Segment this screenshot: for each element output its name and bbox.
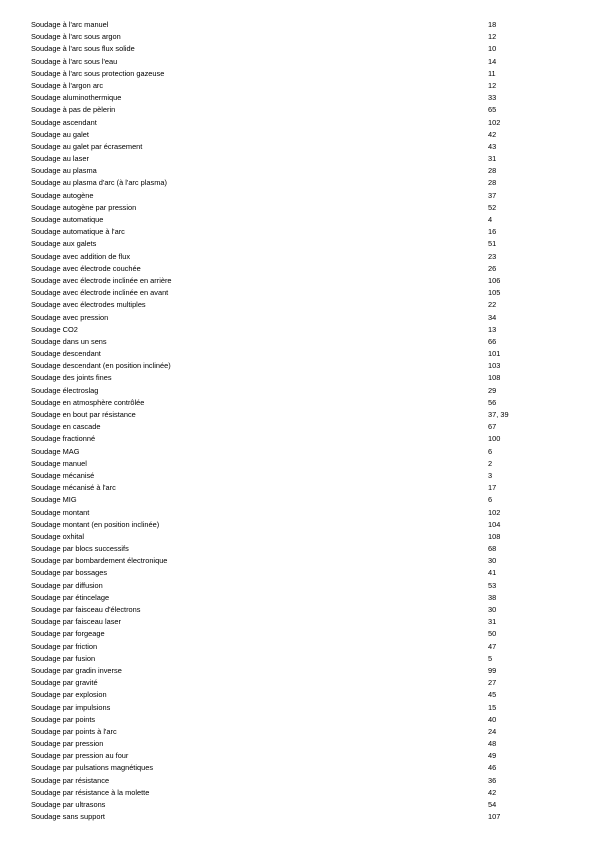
index-entry — [31, 470, 511, 482]
index-page-ref: 42 — [488, 129, 497, 139]
index-page-ref: 23 — [488, 251, 497, 261]
index-page-ref: 54 — [488, 800, 497, 809]
index-page-ref: 49 — [488, 751, 497, 761]
index-term: Soudage par diffusion — [31, 580, 103, 590]
index-entry — [31, 677, 511, 689]
index-page-ref: 50 — [488, 629, 497, 639]
index-entry — [31, 56, 511, 68]
index-page-ref: 103 — [488, 361, 501, 371]
index-page-ref: 12 — [488, 80, 497, 90]
index-page-ref: 102 — [488, 507, 501, 517]
index-entry — [31, 689, 511, 701]
index-entry — [31, 92, 511, 104]
index-term: Soudage en bout par résistance — [31, 410, 136, 419]
index-entry — [31, 43, 511, 55]
index-term: Soudage mécanisé — [31, 470, 95, 480]
index-entry — [31, 397, 511, 409]
index-term: Soudage aux galets — [31, 239, 97, 249]
index-term: Soudage à l'arc sous protection gazeuse — [31, 68, 165, 78]
index-term: Soudage des joints fines — [31, 373, 112, 383]
index-entry — [31, 214, 511, 226]
index-page-ref: 30 — [488, 556, 497, 566]
index-entry — [31, 19, 511, 31]
index-entry — [31, 129, 511, 141]
index-entry — [31, 104, 511, 116]
index-page-ref: 40 — [488, 714, 497, 724]
index-term: Soudage MIG — [31, 495, 77, 505]
index-term: Soudage avec pression — [31, 312, 109, 322]
index-entry — [31, 653, 511, 665]
index-term: Soudage par étincelage — [31, 592, 110, 602]
index-entry — [31, 811, 511, 823]
index-entry — [31, 190, 511, 202]
index-page-ref: 52 — [488, 202, 497, 212]
index-page-ref: 68 — [488, 544, 497, 554]
index-entry — [31, 177, 511, 189]
index-term: Soudage par blocs successifs — [31, 544, 129, 554]
index-page-ref: 27 — [488, 678, 497, 688]
index-page-ref: 22 — [488, 300, 497, 310]
index-page-ref: 28 — [488, 166, 497, 176]
index-page-ref: 5 — [488, 653, 493, 663]
index-entry — [31, 714, 511, 726]
index-term: Soudage par ultrasons — [31, 800, 106, 809]
index-term: Soudage par faisceau d'électrons — [31, 605, 141, 614]
index-term: Soudage par gradin inverse — [31, 665, 122, 675]
index-page-ref: 10 — [488, 44, 497, 54]
index-entry — [31, 555, 511, 567]
index-entry — [31, 507, 511, 519]
index-entry — [31, 628, 511, 640]
index-page-ref: 45 — [488, 690, 497, 700]
index-entry — [31, 775, 511, 787]
index-term: Soudage électroslag — [31, 385, 99, 395]
index-term: Soudage avec addition de flux — [31, 251, 131, 261]
index-page-ref: 102 — [488, 117, 501, 127]
index-entry — [31, 360, 511, 372]
index-term: Soudage à l'argon arc — [31, 80, 104, 90]
index-page-ref: 36 — [488, 775, 497, 785]
index-page-ref: 104 — [488, 519, 501, 529]
index-entry — [31, 312, 511, 324]
index-page-ref: 30 — [488, 605, 497, 614]
index-entry — [31, 762, 511, 774]
index-term: Soudage autogène par pression — [31, 202, 137, 212]
index-entry — [31, 263, 511, 275]
index-entry — [31, 409, 511, 421]
index-page-ref: 17 — [488, 483, 497, 493]
index-page-ref: 11 — [488, 68, 496, 78]
index-entry — [31, 458, 511, 470]
index-term: Soudage MAG — [31, 446, 80, 456]
index-term: Soudage automatique — [31, 215, 104, 224]
index-page-ref: 28 — [488, 178, 497, 188]
index-term: Soudage dans un sens — [31, 336, 107, 346]
index-page-ref: 34 — [488, 312, 497, 322]
index-page-ref: 48 — [488, 739, 497, 749]
index-entry — [31, 616, 511, 628]
index-entry — [31, 68, 511, 80]
index-term: Soudage aluminothermique — [31, 93, 122, 103]
index-page-ref: 108 — [488, 531, 501, 541]
index-term: Soudage fractionné — [31, 434, 96, 444]
index-term: Soudage par résistance à la molette — [31, 787, 150, 797]
index-entry — [31, 592, 511, 604]
index-term: Soudage au galet — [31, 129, 89, 139]
index-term: Soudage par bossages — [31, 568, 108, 578]
index-entry — [31, 580, 511, 592]
index-term: Soudage par faisceau laser — [31, 617, 121, 627]
index-entry — [31, 348, 511, 360]
index-page-ref: 24 — [488, 726, 497, 736]
index-term: Soudage montant (en position inclinée) — [31, 519, 160, 529]
index-entry — [31, 531, 511, 543]
index-page-ref: 13 — [488, 324, 497, 334]
index-term: Soudage par gravité — [31, 678, 98, 688]
index-entry — [31, 226, 511, 238]
index-page-ref: 2 — [488, 458, 493, 468]
index-page-ref: 65 — [488, 105, 497, 115]
index-page-ref: 66 — [488, 336, 497, 346]
index-term: Soudage sans support — [31, 812, 105, 822]
index-entry — [31, 799, 511, 811]
index-page-ref: 46 — [488, 763, 497, 773]
index-page-ref: 107 — [488, 812, 501, 822]
index-page-ref: 43 — [488, 141, 497, 151]
index-term: Soudage automatique à l'arc — [31, 227, 125, 237]
index-term: Soudage avec électrode inclinée en avant — [31, 288, 169, 298]
index-page-ref: 38 — [488, 592, 497, 602]
index-term: Soudage au plasma — [31, 166, 97, 176]
index-page-ref: 47 — [488, 641, 497, 651]
index-entry — [31, 750, 511, 762]
index-term: Soudage en cascade — [31, 422, 101, 432]
index-term: Soudage par forgeage — [31, 629, 105, 639]
index-term: Soudage au laser — [31, 154, 89, 164]
index-entry — [31, 567, 511, 579]
index-entry — [31, 299, 511, 311]
index-entry — [31, 275, 511, 287]
index-entry — [31, 543, 511, 555]
index-entry — [31, 287, 511, 299]
index-page-ref: 37 — [488, 190, 497, 200]
index-entry — [31, 251, 511, 263]
index-entry — [31, 604, 511, 616]
index-entry — [31, 385, 511, 397]
index-entry — [31, 494, 511, 506]
index-page-ref: 31 — [488, 154, 497, 164]
index-entry — [31, 141, 511, 153]
index-term: Soudage par pression — [31, 739, 104, 749]
index-term: Soudage en atmosphère contrôlée — [31, 397, 145, 407]
index-term: Soudage autogène — [31, 190, 94, 200]
index-term: Soudage à l'arc sous flux solide — [31, 44, 135, 54]
index-entry — [31, 324, 511, 336]
index-term: Soudage avec électrode inclinée en arrière — [31, 275, 172, 285]
index-term: Soudage à l'arc sous l'eau — [31, 56, 118, 66]
index-term: Soudage par bombardement électronique — [31, 556, 168, 566]
index-page-ref: 101 — [488, 349, 501, 359]
index-term: Soudage à pas de pèlerin — [31, 105, 116, 115]
index-entry — [31, 117, 511, 129]
index-page-ref: 42 — [488, 787, 497, 797]
index-entry — [31, 726, 511, 738]
index-entry — [31, 238, 511, 250]
index-entry — [31, 372, 511, 384]
index-page-ref: 4 — [488, 215, 493, 224]
index-page-ref: 6 — [488, 495, 493, 505]
index-entry — [31, 336, 511, 348]
index-term: Soudage ascendant — [31, 117, 97, 127]
index-term: Soudage descendant — [31, 349, 101, 359]
index-page-ref: 15 — [488, 702, 497, 712]
index-entry — [31, 433, 511, 445]
index-term: Soudage par fusion — [31, 653, 96, 663]
index-entry — [31, 80, 511, 92]
index-term: Soudage à l'arc sous argon — [31, 32, 121, 42]
index-page-ref: 29 — [488, 385, 497, 395]
index-entry — [31, 421, 511, 433]
index-term: Soudage par impulsions — [31, 702, 111, 712]
index-term: Soudage mécanisé à l'arc — [31, 483, 116, 493]
index-entry — [31, 153, 511, 165]
index-entry — [31, 202, 511, 214]
index-term: Soudage descendant (en position inclinée) — [31, 361, 171, 371]
index-term: Soudage par résistance — [31, 775, 110, 785]
index-term: Soudage par points à l'arc — [31, 726, 117, 736]
index-term: Soudage CO2 — [31, 324, 78, 334]
index-term: Soudage au plasma d'arc (à l'arc plasma) — [31, 178, 167, 188]
index-term: Soudage avec électrode couchée — [31, 263, 141, 273]
index-page-ref: 3 — [488, 470, 493, 480]
index-page-ref: 31 — [488, 617, 497, 627]
index-term: Soudage par friction — [31, 641, 98, 651]
index-page-ref: 41 — [488, 568, 497, 578]
index-page-ref: 105 — [488, 288, 501, 298]
index-list — [31, 19, 511, 823]
index-page-ref: 6 — [488, 446, 493, 456]
index-page-ref: 106 — [488, 275, 501, 285]
index-entry — [31, 165, 511, 177]
index-page-ref: 67 — [488, 422, 497, 432]
index-entry — [31, 665, 511, 677]
index-page-ref: 37, 39 — [488, 410, 509, 419]
index-entry — [31, 702, 511, 714]
index-term: Soudage manuel — [31, 458, 87, 468]
index-page-ref: 100 — [488, 434, 501, 444]
index-term: Soudage oxhital — [31, 531, 85, 541]
index-page-ref: 33 — [488, 93, 497, 103]
index-page-ref: 16 — [488, 227, 497, 237]
index-entry — [31, 446, 511, 458]
index-page-ref: 99 — [488, 665, 497, 675]
index-page-ref: 108 — [488, 373, 501, 383]
index-page-ref: 14 — [488, 56, 497, 66]
index-entry — [31, 482, 511, 494]
index-entry — [31, 787, 511, 799]
index-term: Soudage au galet par écrasement — [31, 141, 143, 151]
index-entry — [31, 641, 511, 653]
index-page-ref: 51 — [488, 239, 497, 249]
index-term: Soudage par pression au four — [31, 751, 129, 761]
index-term: Soudage par explosion — [31, 690, 107, 700]
index-page-ref: 53 — [488, 580, 497, 590]
index-term: Soudage à l'arc manuel — [31, 20, 109, 29]
index-term: Soudage montant — [31, 507, 90, 517]
index-page-ref: 56 — [488, 397, 497, 407]
index-entry — [31, 31, 511, 43]
index-term: Soudage avec électrodes multiples — [31, 300, 146, 310]
index-page-ref: 26 — [488, 263, 497, 273]
index-entry — [31, 738, 511, 750]
index-page-ref: 18 — [488, 20, 497, 29]
index-term: Soudage par points — [31, 714, 96, 724]
index-page-ref: 12 — [488, 32, 497, 42]
index-term: Soudage par pulsations magnétiques — [31, 763, 154, 773]
index-entry — [31, 519, 511, 531]
